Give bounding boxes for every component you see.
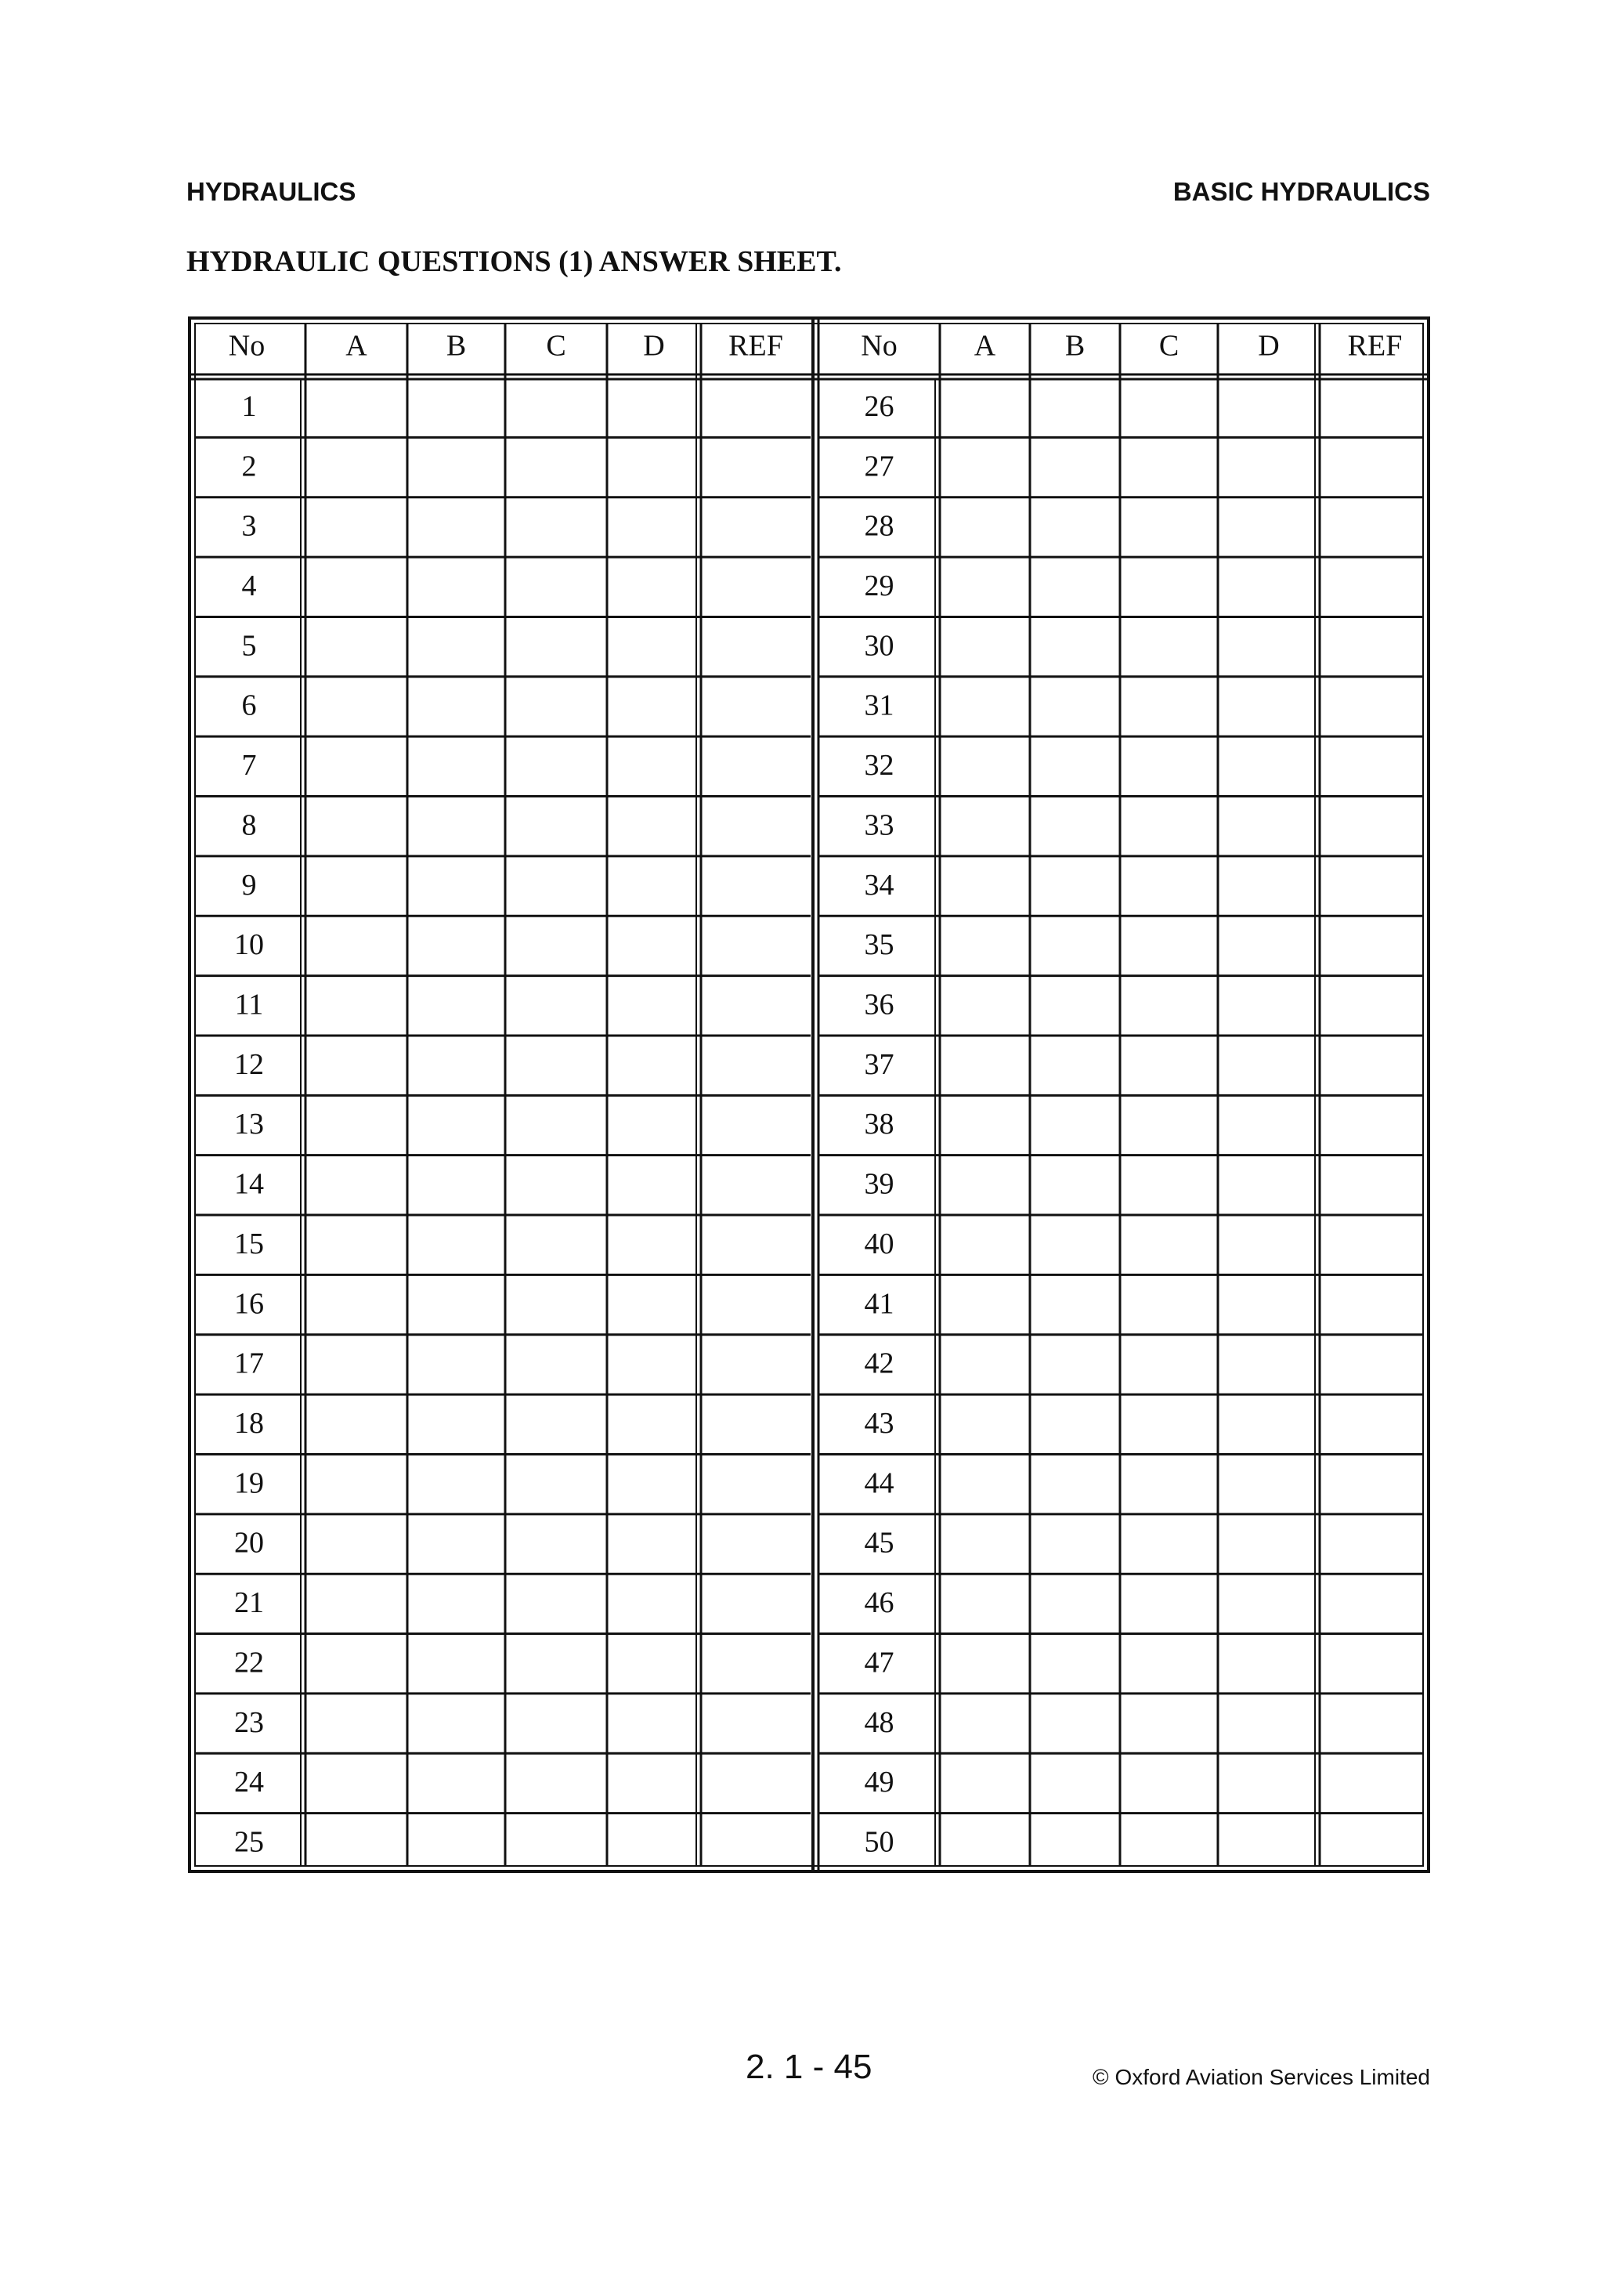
column-header-ref: REF [1347, 329, 1403, 363]
copyright-notice: © Oxford Aviation Services Limited [1093, 2065, 1430, 2089]
question-number: 31 [864, 689, 894, 722]
question-number: 44 [864, 1466, 894, 1500]
section-header-right: BASIC HYDRAULICS [1172, 177, 1430, 206]
column-header-ref: REF [728, 329, 783, 363]
question-number: 4 [241, 569, 257, 602]
question-number: 15 [234, 1227, 264, 1260]
question-number: 35 [864, 928, 894, 962]
question-number: 36 [864, 988, 894, 1021]
page-title: HYDRAULIC QUESTIONS (1) ANSWER SHEET. [186, 245, 842, 278]
question-number: 32 [864, 749, 894, 783]
question-number: 37 [864, 1047, 894, 1081]
question-number: 47 [864, 1646, 894, 1680]
question-number: 18 [234, 1407, 264, 1441]
question-number: 14 [234, 1167, 264, 1201]
question-number: 24 [234, 1766, 264, 1799]
question-number: 26 [864, 389, 894, 423]
question-number: 42 [864, 1347, 894, 1380]
section-header-left: HYDRAULICS [186, 177, 356, 206]
column-header-c: C [1158, 329, 1180, 363]
question-number: 12 [234, 1047, 264, 1081]
question-number: 30 [864, 629, 894, 663]
column-header-a: A [974, 329, 996, 363]
page-number: 2. 1 - 45 [746, 2048, 872, 2086]
question-number: 13 [234, 1108, 264, 1141]
question-number: 43 [864, 1407, 894, 1441]
question-number: 20 [234, 1526, 264, 1560]
question-number: 29 [864, 569, 894, 602]
question-number: 38 [864, 1108, 894, 1141]
question-number: 1 [241, 389, 257, 423]
question-number: 3 [241, 509, 257, 543]
question-number: 7 [241, 749, 257, 783]
question-number: 34 [864, 868, 894, 902]
question-number: 50 [864, 1825, 894, 1859]
question-number: 2 [241, 450, 257, 483]
column-header-d: D [643, 329, 665, 363]
question-number: 9 [241, 868, 257, 902]
column-header-no: No [861, 329, 898, 363]
column-header-b: B [446, 329, 467, 363]
question-number: 39 [864, 1167, 894, 1201]
question-number: 28 [864, 509, 894, 543]
question-number: 33 [864, 808, 894, 842]
question-number: 10 [234, 928, 264, 962]
column-header-d: D [1258, 329, 1280, 363]
column-header-b: B [1064, 329, 1086, 363]
question-number: 22 [234, 1646, 264, 1680]
question-number: 49 [864, 1766, 894, 1799]
question-number: 5 [241, 629, 257, 663]
question-number: 27 [864, 450, 894, 483]
question-number: 46 [864, 1586, 894, 1620]
column-header-a: A [345, 329, 367, 363]
question-number: 45 [864, 1526, 894, 1560]
question-number: 16 [234, 1287, 264, 1321]
question-number: 40 [864, 1227, 894, 1260]
answer-sheet-table [188, 316, 1430, 1873]
question-number: 48 [864, 1705, 894, 1739]
question-number: 8 [241, 808, 257, 842]
question-number: 17 [234, 1347, 264, 1380]
question-number: 6 [241, 689, 257, 722]
question-number: 19 [234, 1466, 264, 1500]
question-number: 25 [234, 1825, 264, 1859]
question-number: 11 [234, 988, 264, 1021]
question-number: 21 [234, 1586, 264, 1620]
question-number: 41 [864, 1287, 894, 1321]
column-header-no: No [228, 329, 266, 363]
column-header-c: C [546, 329, 566, 363]
question-number: 23 [234, 1705, 264, 1739]
